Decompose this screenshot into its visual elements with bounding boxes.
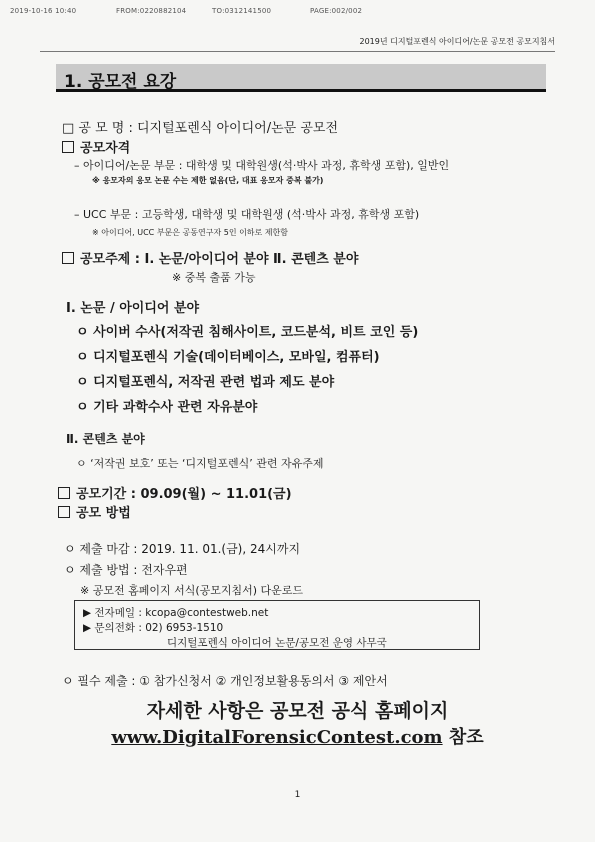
required-documents: ㅇ 필수 제출 : ① 참가신청서 ② 개인정보활용동의서 ③ 제안서: [62, 674, 388, 688]
topics-note: ※ 중복 출품 가능: [172, 271, 256, 284]
checkbox-icon: [58, 506, 70, 518]
eligibility-idea-paper: – 아이디어/논문 부문 : 대학생 및 대학원생(석·박사 과정, 휴학생 포함), 일반인: [74, 159, 450, 172]
section-title: 1. 공모전 요강: [64, 72, 177, 92]
topics-heading: 공모주제 : Ⅰ. 논문/아이디어 분야 Ⅱ. 콘텐츠 분야: [80, 252, 359, 267]
method-heading-row: [58, 502, 131, 521]
eligibility-idea-paper-note: ※ 응모자의 응모 논문 수는 제한 없음(단, 대표 응모자 중복 불가): [92, 176, 324, 185]
checkbox-icon: [58, 487, 70, 499]
submission-method: ㅇ 제출 방법 : 전자우편: [64, 563, 188, 577]
homepage-url-link[interactable]: www.DigitalForensicContest.com: [111, 727, 443, 748]
fax-from: FROM:0220882104: [116, 7, 187, 15]
eligibility-heading-row: [62, 137, 130, 156]
eligibility-heading: 공모자격: [80, 141, 131, 156]
contact-box: [74, 600, 480, 650]
section-title-bar: [56, 64, 546, 92]
fax-to: TO:0312141500: [212, 7, 272, 15]
field1-item: ㅇ 디지털포렌식 기술(데이터베이스, 모바일, 컴퓨터): [76, 350, 380, 365]
homepage-suffix: 참조: [448, 727, 484, 748]
homepage-notice: 자세한 사항은 공모전 공식 홈페이지: [146, 700, 449, 722]
header-divider: [40, 51, 555, 52]
contact-office: 디지털포렌식 아이디어 논문/공모전 운영 사무국: [167, 637, 387, 649]
contact-phone: ▶ 문의전화 : 02) 6953-1510: [83, 622, 224, 634]
contest-name: □ 공 모 명 : 디지털포렌식 아이디어/논문 공모전: [62, 121, 339, 136]
field2-title: Ⅱ. 콘텐츠 분야: [66, 432, 145, 446]
field1-title: Ⅰ. 논문 / 아이디어 분야: [66, 301, 200, 316]
field1-item: ㅇ 디지털포렌식, 저작권 관련 법과 제도 분야: [76, 375, 335, 390]
eligibility-ucc-note: ※ 아이디어, UCC 부문은 공동연구자 5인 이하로 제한함: [92, 228, 288, 237]
fax-page: PAGE:002/002: [310, 7, 363, 15]
field1-item: ㅇ 사이버 수사(저작권 침해사이트, 코드분석, 비트 코인 등): [76, 325, 419, 340]
homepage-line: [0, 723, 595, 749]
contest-period: 공모기간 : 09.09(월) ~ 11.01(금): [76, 487, 292, 502]
download-note: ※ 공모전 홈페이지 서식(공모지침서) 다운로드: [80, 584, 304, 597]
checkbox-icon: [62, 252, 74, 264]
topics-heading-row: [62, 248, 358, 267]
period-row: [58, 483, 292, 502]
method-heading: 공모 방법: [76, 506, 131, 521]
submission-deadline: ㅇ 제출 마감 : 2019. 11. 01.(금), 24시까지: [64, 542, 301, 556]
contact-email: ▶ 전자메일 : kcopa@contestweb.net: [83, 607, 269, 619]
eligibility-ucc: – UCC 부문 : 고등학생, 대학생 및 대학원생 (석·박사 과정, 휴학생 포함): [74, 208, 420, 221]
checkbox-icon: [62, 141, 74, 153]
field1-item: ㅇ 기타 과학수사 관련 자유분야: [76, 400, 258, 415]
document-header: 2019년 디지털포렌식 아이디어/논문 공모전 공모지침서: [359, 37, 555, 46]
field2-item: ㅇ ‘저작권 보호’ 또는 ‘디지털포렌식’ 관련 자유주제: [76, 457, 324, 470]
page-number: 1: [294, 790, 301, 800]
fax-datetime: 2019-10-16 10:40: [10, 7, 77, 15]
